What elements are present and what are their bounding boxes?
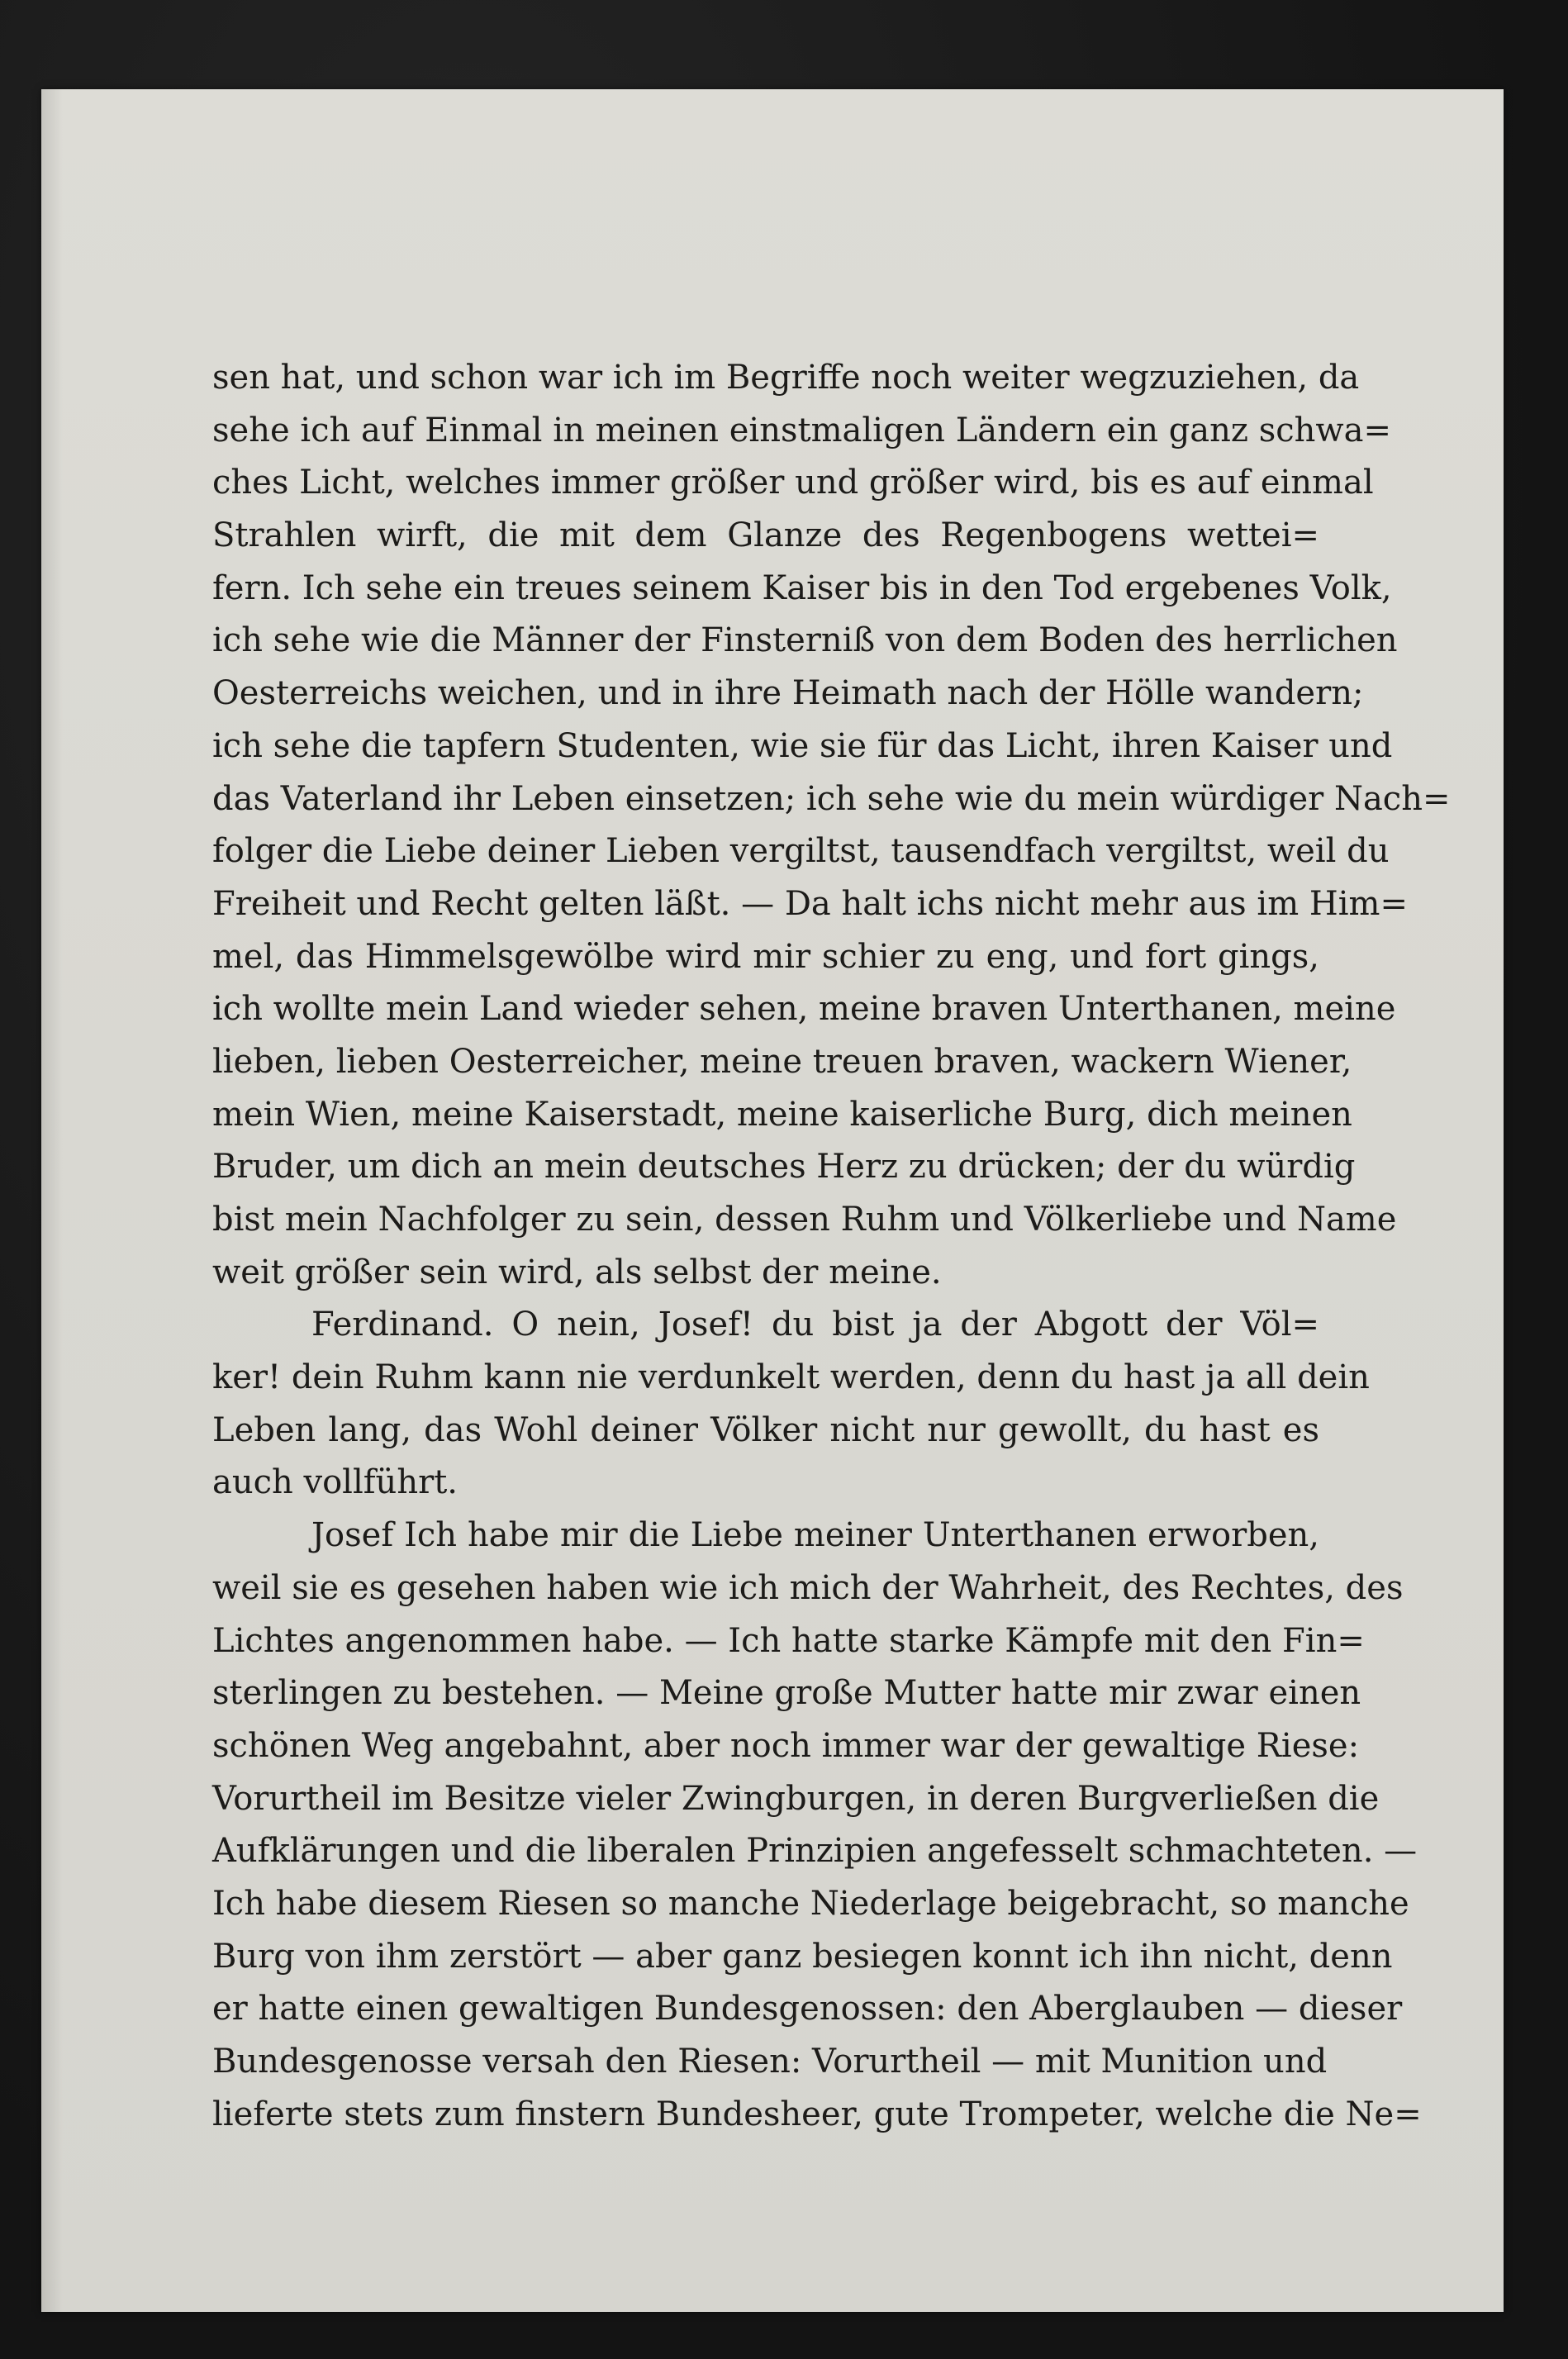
text-line: lieben, lieben Oesterreicher, meine treuen braven, wackern Wiener, (212, 1042, 1352, 1081)
text-line: ich sehe die tapfern Studenten, wie sie für das Licht, ihren Kaiser und (212, 726, 1393, 765)
text-line: Bruder, um dich an mein deutsches Herz zu drücken; der du würdig (212, 1148, 1356, 1187)
text-line: er hatte einen gewaltigen Bundesgenossen: den Aberglauben — dieser (212, 1990, 1403, 2028)
text-line: sen hat, und schon war ich im Begriffe noch weiter wegzuziehen, da (212, 359, 1360, 397)
text-line: sterlingen zu bestehen. — Meine große Mutter hatte mir zwar einen (212, 1674, 1361, 1713)
text-line: lieferte stets zum finstern Bundesheer, gute Trompeter, welche die Ne= (212, 2095, 1422, 2133)
text-line: ches Licht, welches immer größer und größer wird, bis es auf einmal (212, 464, 1374, 502)
text-line: Ferdinand. O nein, Josef! du bist ja der Abgott der Völ= (311, 1306, 1319, 1344)
text-line: ich sehe wie die Männer der Finsterniß von dem Boden des herrlichen (212, 621, 1398, 660)
text-line: mein Wien, meine Kaiserstadt, meine kaiserliche Burg, dich meinen (212, 1095, 1352, 1134)
text-line: schönen Weg angebahnt, aber noch immer war der gewaltige Riese: (212, 1726, 1360, 1765)
text-line: Burg von ihm zerstört — aber ganz besiegen konnt ich ihn nicht, denn (212, 1937, 1393, 1976)
page-text (212, 352, 1451, 2141)
text-line: mel, das Himmelsgewölbe wird mir schier zu eng, und fort gings, (212, 937, 1319, 976)
text-line: Josef Ich habe mir die Liebe meiner Unterthanen erworben, (311, 1516, 1319, 1555)
text-line: Lichtes angenommen habe. — Ich hatte starke Kämpfe mit den Fin= (212, 1621, 1365, 1660)
text-line: Vorurtheil im Besitze vieler Zwingburgen, in deren Burgverließen die (212, 1779, 1380, 1818)
text-line: ker! dein Ruhm kann nie verdunkelt werden, denn du hast ja all dein (212, 1358, 1370, 1397)
text-line: Freiheit und Recht gelten läßt. — Da halt ichs nicht mehr aus im Him= (212, 884, 1408, 923)
text-line: Ich habe diesem Riesen so manche Niederlage beigebracht, so manche (212, 1884, 1409, 1923)
text-line: folger die Liebe deiner Lieben vergiltst, tausendfach vergiltst, weil du (212, 832, 1390, 871)
text-line: Oesterreichs weichen, und in ihre Heimath nach der Hölle wandern; (212, 674, 1364, 713)
text-line: Bundesgenosse versah den Riesen: Vorurtheil — mit Munition und (212, 2043, 1328, 2081)
text-line: weit größer sein wird, als selbst der meine. (212, 1253, 942, 1291)
text-line: ich wollte mein Land wieder sehen, meine braven Unterthanen, meine (212, 990, 1396, 1029)
text-line: auch vollführt. (212, 1463, 458, 1502)
text-line: Leben lang, das Wohl deiner Völker nicht nur gewollt, du hast es (212, 1410, 1319, 1449)
text-line: das Vaterland ihr Leben einsetzen; ich sehe wie du mein würdiger Nach= (212, 779, 1451, 818)
text-line: bist mein Nachfolger zu sein, dessen Ruhm und Völkerliebe und Name (212, 1201, 1397, 1239)
text-line: sehe ich auf Einmal in meinen einstmaligen Ländern ein ganz schwa= (212, 411, 1391, 449)
text-line: Strahlen wirft, die mit dem Glanze des Regenbogens wettei= (212, 516, 1319, 555)
text-line: fern. Ich sehe ein treues seinem Kaiser bis in den Tod ergebenes Volk, (212, 568, 1392, 607)
book-page (41, 89, 1504, 2312)
text-line: Aufklärungen und die liberalen Prinzipien angefesselt schmachteten. — (212, 1832, 1418, 1871)
text-line: weil sie es gesehen haben wie ich mich der Wahrheit, des Rechtes, des (212, 1568, 1404, 1607)
